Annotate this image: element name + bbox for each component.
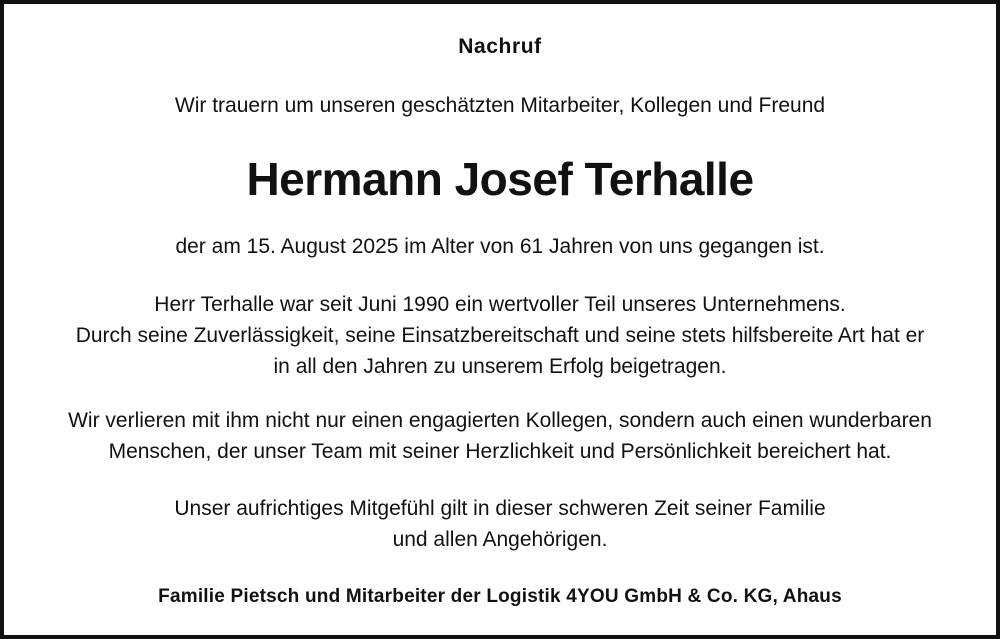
notice-heading: Nachruf (458, 35, 542, 58)
paragraph-line: Menschen, der unser Team mit seiner Herzlichkeit und Persönlichkeit bereichert hat. (108, 440, 892, 463)
paragraph-line: in all den Jahren zu unserem Erfolg beigetragen. (273, 355, 727, 378)
paragraph-line: Herr Terhalle war seit Juni 1990 ein wertvoller Teil unseres Unternehmens. (154, 293, 846, 316)
paragraph-line: Unser aufrichtiges Mitgefühl gilt in dieser schweren Zeit seiner Familie (174, 497, 826, 520)
deceased-name: Hermann Josef Terhalle (246, 153, 754, 205)
paragraph-line: und allen Angehörigen. (392, 528, 608, 551)
intro-line: Wir trauern um unseren geschätzten Mitarbeiter, Kollegen und Freund (174, 94, 826, 117)
death-date-line: der am 15. August 2025 im Alter von 61 Jahren von uns gegangen ist. (175, 235, 825, 258)
paragraph-line: Durch seine Zuverlässigkeit, seine Einsatzbereitschaft und seine stets hilfsbereite Art hat er (75, 324, 925, 347)
paragraph-line: Wir verlieren mit ihm nicht nur einen engagierten Kollegen, sondern auch einen wunderbaren (68, 409, 932, 432)
signature-line: Familie Pietsch und Mitarbeiter der Logistik 4YOU GmbH & Co. KG, Ahaus (158, 586, 842, 607)
